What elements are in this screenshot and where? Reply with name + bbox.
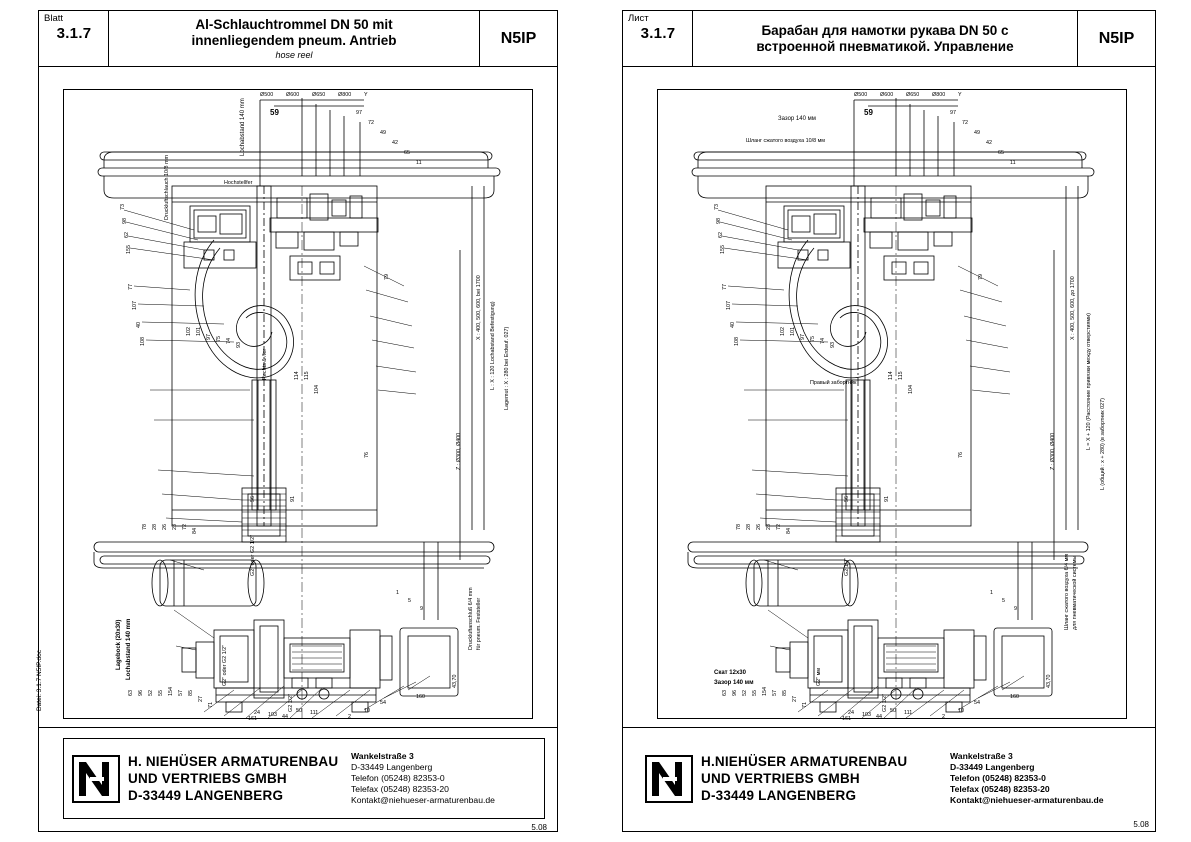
- address-street: Wankelstraße 3: [351, 751, 414, 761]
- part-label: 40: [730, 322, 736, 328]
- revision-number: 5.08: [1133, 820, 1149, 829]
- part-label: 98: [122, 218, 128, 224]
- dim-4370: 43,70: [1046, 674, 1052, 688]
- part-label: 49: [974, 130, 980, 136]
- part-label: 23: [172, 524, 178, 530]
- part-label: 50: [296, 708, 302, 714]
- company-line-1: H. NIEHÜSER ARMATURENBAU: [128, 754, 339, 769]
- company-block: [63, 738, 545, 819]
- label-59: 59: [864, 108, 873, 117]
- part-label: 54: [380, 700, 386, 706]
- dim-label: Y: [958, 92, 962, 98]
- drawing-code: N5IP: [479, 11, 557, 66]
- note-right-side: Rechts & /fer: [262, 348, 268, 380]
- note-hole-spacing: Lochabstand 140 mm: [240, 98, 246, 156]
- part-label: 9: [420, 606, 423, 612]
- part-label: 97: [800, 334, 806, 340]
- part-label: 85: [782, 690, 788, 696]
- part-label: 154: [168, 687, 174, 696]
- part-label: 10: [958, 708, 964, 714]
- note-air-hose: Шланг сжатого воздуха 10/8 мм: [746, 138, 825, 144]
- part-label: 72: [368, 120, 374, 126]
- sheet-number: 3.1.7: [56, 25, 92, 42]
- part-label: 97: [950, 110, 956, 116]
- title-line-1: Al-Schlauchtrommel DN 50 mit: [195, 16, 393, 32]
- part-label: 11: [416, 160, 422, 166]
- part-label: 42: [986, 140, 992, 146]
- part-label: 57: [772, 690, 778, 696]
- address-phone: Telefon (05248) 82353-0: [351, 773, 445, 783]
- note-pneumatic-system: для пневматической системы: [1072, 555, 1078, 630]
- part-label: 72: [962, 120, 968, 126]
- part-label: 65: [404, 150, 410, 156]
- footer-left: [39, 727, 557, 831]
- part-label: 97: [356, 110, 362, 116]
- part-label: 52: [148, 690, 154, 696]
- company-address: [351, 751, 536, 806]
- note-hole-spacing-bottom: Lochabstand 140 mm: [126, 618, 132, 680]
- part-label: 62: [718, 232, 724, 238]
- part-label: 161: [248, 716, 257, 722]
- part-label: 93: [236, 342, 242, 348]
- part-label: 76: [364, 452, 370, 458]
- part-label: 77: [128, 284, 134, 290]
- part-label: 78: [736, 524, 742, 530]
- part-label: 52: [742, 690, 748, 696]
- thread-label: G2" мм: [816, 667, 822, 686]
- part-label: 40: [136, 322, 142, 328]
- sheet-number-cell: [623, 11, 693, 66]
- title-line-2: встроенной пневматикой. Управление: [756, 38, 1014, 54]
- part-label: 75: [810, 336, 816, 342]
- address-fax: Telefax (05248) 82353-20: [351, 784, 449, 794]
- part-label: 93: [830, 342, 836, 348]
- drawing-area-left: [39, 67, 557, 727]
- address-city: D-33449 Langenberg: [351, 762, 433, 772]
- part-label: 50: [890, 708, 896, 714]
- part-label: 55: [752, 690, 758, 696]
- sheet-label: Лист: [628, 13, 649, 24]
- address-email[interactable]: Kontakt@niehueser-armaturenbau.de: [950, 795, 1104, 805]
- part-label: 71: [208, 702, 214, 708]
- address-phone: Telefon (05248) 82353-0: [950, 773, 1046, 783]
- part-label: 101: [196, 327, 202, 336]
- part-label: 28: [746, 524, 752, 530]
- part-label: 56: [844, 496, 850, 502]
- niehueser-logo: [72, 755, 120, 803]
- company-address: [950, 751, 1135, 806]
- part-label: 115: [304, 371, 310, 380]
- dim-z: Z : Ø300, Ø400: [1050, 432, 1056, 470]
- sheet-number: 3.1.7: [640, 25, 676, 42]
- sheet-russian: [622, 10, 1156, 832]
- dim-4370: 43,70: [452, 674, 458, 688]
- part-label: 24: [848, 710, 854, 716]
- part-label: 85: [188, 690, 194, 696]
- part-label: 160: [1010, 694, 1019, 700]
- dim-label: Ø650: [906, 92, 920, 98]
- dim-x-range: X : 400, 500, 600, bei 1700: [476, 275, 482, 340]
- part-label: 96: [138, 690, 144, 696]
- sheet-german: [38, 10, 558, 832]
- part-label: 2: [942, 714, 945, 720]
- revision-number: 5.08: [531, 823, 547, 832]
- company-line-3: D-33449 LANGENBERG: [128, 788, 284, 803]
- dim-l-note: L = X + 120 (Расстояние привязки между отверстиями): [1086, 313, 1092, 450]
- thread-label: G2 1/2": [844, 557, 850, 576]
- note-pneumatic-brake: für pneum. Feststeller: [476, 597, 482, 650]
- part-label: 102: [186, 327, 192, 336]
- part-label: 115: [898, 371, 904, 380]
- part-label: 1: [990, 590, 993, 596]
- company-line-2: UND VERTRIEBS GMBH: [701, 771, 860, 786]
- part-label: 44: [876, 714, 882, 720]
- part-label: 44: [282, 714, 288, 720]
- part-label: 11: [1010, 160, 1016, 166]
- part-label: 63: [128, 690, 134, 696]
- part-label: 65: [998, 150, 1004, 156]
- part-label: 78: [142, 524, 148, 530]
- part-label: 74: [226, 338, 232, 344]
- part-label: 107: [726, 301, 732, 310]
- company-line-2: UND VERTRIEBS GMBH: [128, 771, 287, 786]
- part-label: 10: [364, 708, 370, 714]
- part-label: 56: [250, 496, 256, 502]
- file-reference: Datei: 3.1.7 N5IP.doc: [36, 650, 43, 711]
- part-label: 160: [416, 694, 425, 700]
- note-air-connection: Druckluftanschluß 6/4 mm: [468, 587, 474, 650]
- part-label: 108: [140, 337, 146, 346]
- dim-label: Ø650: [312, 92, 326, 98]
- address-email[interactable]: Kontakt@niehueser-armaturenbau.de: [351, 795, 495, 805]
- drawing-frame: [657, 89, 1127, 722]
- company-line-1: H.NIEHÜSER ARMATURENBAU: [701, 754, 908, 769]
- note-clearance: Зазор 140 мм: [778, 116, 816, 122]
- part-label: 54: [974, 700, 980, 706]
- part-label: 103: [862, 712, 871, 718]
- note-bracket: Скат 12х30: [714, 670, 746, 676]
- sheet-number-cell: [39, 11, 109, 66]
- part-label: 97: [206, 334, 212, 340]
- note-air-connection: Шланг сжатого воздуха 6/4 мм: [1064, 554, 1070, 630]
- part-label: 108: [734, 337, 740, 346]
- note-clearance-bottom: Зазор 140 мм: [714, 680, 754, 686]
- drawing-code: N5IP: [1077, 11, 1155, 66]
- thread-label: G2" oder G2 1/2": [222, 645, 228, 686]
- part-label: 111: [310, 710, 319, 716]
- part-label: 98: [716, 218, 722, 224]
- dim-label: Ø800: [338, 92, 352, 98]
- dim-label: Ø600: [880, 92, 894, 98]
- part-label: 114: [294, 371, 300, 380]
- part-label: 57: [178, 690, 184, 696]
- part-label: 27: [792, 696, 798, 702]
- label-59: 59: [270, 108, 279, 117]
- note-upper-left: Hochstellfer: [224, 180, 253, 186]
- dim-label: Ø600: [286, 92, 300, 98]
- part-label: 71: [802, 702, 808, 708]
- title-line-1: Барабан для намотки рукава DN 50 с: [761, 22, 1009, 38]
- part-label: 104: [908, 385, 914, 394]
- part-label: 76: [958, 452, 964, 458]
- part-label: 91: [884, 496, 890, 502]
- part-label: 23: [766, 524, 772, 530]
- note-bracket: Lagebock (20x30): [116, 619, 122, 670]
- assembly-drawing: [658, 90, 1128, 720]
- dim-label: Ø800: [932, 92, 946, 98]
- part-label: 79: [978, 274, 984, 280]
- part-label: 26: [756, 524, 762, 530]
- title-block: [623, 11, 1155, 67]
- note-total-length: L (общий : х + 280) (в забортник 027): [1100, 398, 1106, 490]
- address-fax: Telefax (05248) 82353-20: [950, 784, 1050, 794]
- part-label: 161: [842, 716, 851, 722]
- part-label: 26: [162, 524, 168, 530]
- assembly-drawing: [64, 90, 534, 720]
- part-label: 111: [904, 710, 913, 716]
- part-label: 5: [408, 598, 411, 604]
- part-label: 2: [348, 714, 351, 720]
- drawing-frame: [63, 89, 533, 722]
- address-city: D-33449 Langenberg: [950, 762, 1035, 772]
- part-label: 79: [384, 274, 390, 280]
- part-label: 74: [820, 338, 826, 344]
- company-name: [128, 753, 351, 804]
- part-label: 77: [722, 284, 728, 290]
- dim-label: Ø500: [854, 92, 868, 98]
- thread-label: G2 1/2": [288, 693, 294, 712]
- part-label: 9: [1014, 606, 1017, 612]
- part-label: 72: [776, 524, 782, 530]
- company-line-3: D-33449 LANGENBERG: [701, 788, 857, 803]
- note-air-hose: Druckluftschlauch 10/8 mm: [164, 154, 170, 220]
- part-label: 24: [254, 710, 260, 716]
- part-label: 73: [714, 204, 720, 210]
- part-label: 49: [380, 130, 386, 136]
- footer-right: [623, 727, 1155, 831]
- part-label: 107: [132, 301, 138, 310]
- part-label: 155: [126, 245, 132, 254]
- part-label: 96: [732, 690, 738, 696]
- part-label: 73: [120, 204, 126, 210]
- drawing-title: [693, 11, 1077, 66]
- part-label: 84: [192, 528, 198, 534]
- sheet-label: Blatt: [44, 13, 64, 24]
- note-lagemut: Lagemut : X : 280 bei Erdwuf. 027): [504, 326, 510, 410]
- thread-label: G2 1/2": [882, 693, 888, 712]
- dim-label: Y: [364, 92, 368, 98]
- part-label: 102: [780, 327, 786, 336]
- thread-label: G2" oder G2 1/2": [250, 535, 256, 576]
- part-label: 72: [182, 524, 188, 530]
- drawing-title: [109, 11, 479, 66]
- part-label: 63: [722, 690, 728, 696]
- part-label: 101: [790, 327, 796, 336]
- part-label: 28: [152, 524, 158, 530]
- title-line-2: innenliegendem pneum. Antrieb: [191, 32, 397, 48]
- niehueser-logo: [645, 755, 693, 803]
- part-label: 5: [1002, 598, 1005, 604]
- part-label: 84: [786, 528, 792, 534]
- part-label: 62: [124, 232, 130, 238]
- part-label: 91: [290, 496, 296, 502]
- title-block: [39, 11, 557, 67]
- part-label: 114: [888, 371, 894, 380]
- dim-z: Z : Ø300, Ø400: [456, 432, 462, 470]
- dim-x-range: X : 400, 500, 600, до 1700: [1070, 276, 1076, 340]
- part-label: 103: [268, 712, 277, 718]
- dim-label: Ø500: [260, 92, 274, 98]
- part-label: 154: [762, 687, 768, 696]
- address-street: Wankelstraße 3: [950, 751, 1013, 761]
- part-label: 155: [720, 245, 726, 254]
- company-block: [637, 738, 1143, 819]
- part-label: 75: [216, 336, 222, 342]
- part-label: 55: [158, 690, 164, 696]
- part-label: 42: [392, 140, 398, 146]
- dim-l-note: L : X : 120 Lochabstand Befestigung): [490, 301, 496, 390]
- note-right-flange: Правый забортник: [810, 380, 857, 386]
- drawing-area-right: [623, 67, 1155, 727]
- part-label: 1: [396, 590, 399, 596]
- part-label: 104: [314, 385, 320, 394]
- company-name: [701, 753, 950, 804]
- title-subtitle: hose reel: [275, 49, 313, 60]
- part-label: 27: [198, 696, 204, 702]
